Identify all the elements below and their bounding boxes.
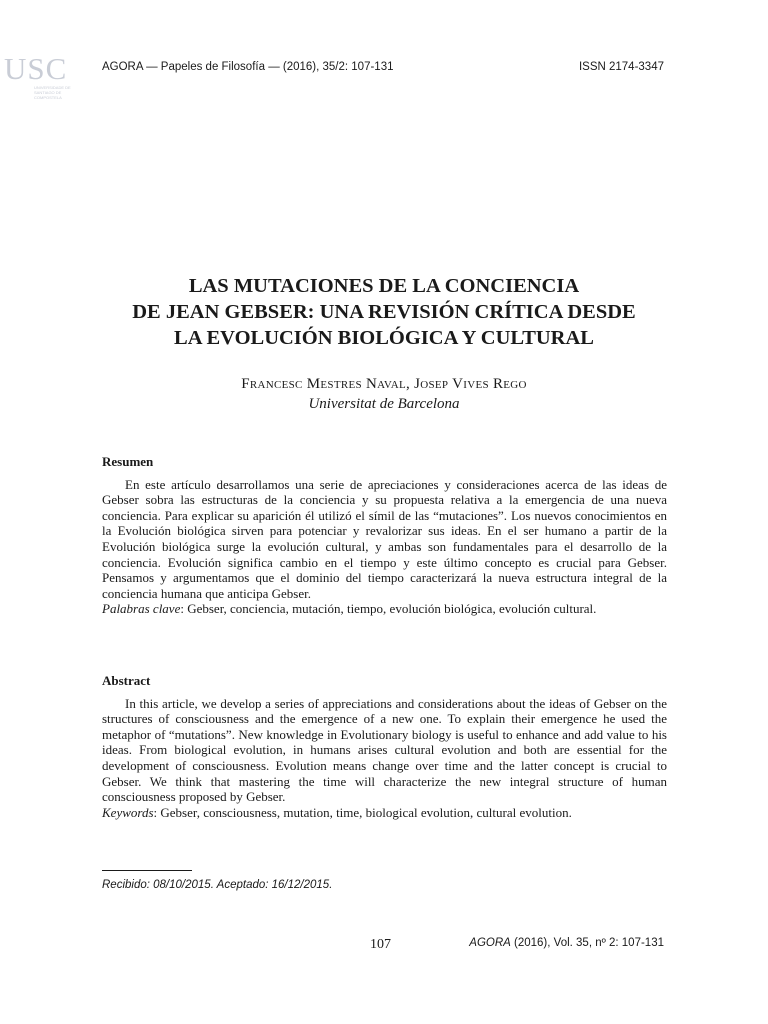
keywords-label: Palabras clave: [102, 601, 181, 617]
footnote: Recibido: 08/10/2015. Aceptado: 16/12/2015.: [102, 879, 333, 891]
keywords-text: : Gebser, consciousness, mutation, time, biological evolution, cultural evolution.: [153, 804, 572, 820]
journal-header: AGORA — Papeles de Filosofía — (2016), 35/2: 107-131: [102, 61, 394, 73]
abstract-section: [102, 673, 667, 820]
title-line: DE JEAN GEBSER: UNA REVISIÓN CRÍTICA DESDE: [132, 301, 636, 323]
usc-logo: [4, 51, 74, 100]
resumen-heading: Resumen: [102, 454, 154, 469]
affiliation: Universitat de Barcelona: [308, 396, 460, 412]
logo-subtitle: UNIVERSIDADE DE SANTIAGO DE COMPOSTELA: [34, 85, 71, 100]
footer-citation-text: (2016), Vol. 35, nº 2: 107-131: [510, 937, 664, 949]
footer-citation: [469, 937, 664, 949]
title-line: LAS MUTACIONES DE LA CONCIENCIA: [188, 275, 580, 297]
page-number: 107: [370, 937, 391, 952]
footer-journal: AGORA: [469, 937, 511, 949]
abstract-keywords: [102, 805, 667, 821]
title-line: LA EVOLUCIÓN BIOLÓGICA Y CULTURAL: [174, 327, 594, 349]
abstract-heading: Abstract: [102, 673, 151, 688]
keywords-label: Keywords: [102, 804, 154, 820]
resumen-text: En este artículo desarrollamos una serie de apreciaciones y consideraciones acerca de las ideas de Gebser sobra las estructuras de la conciencia y su propuesta relativa a la emergencia de una nueva conciencia. Para explicar su aparición él utilizó el símil de las “mutaciones”. Los nuevos conocimientos en la Evolución biológica sirven para potenciar y revalorizar sus ideas. En el ser humano a partir de la Evolución biológica surge la evolución cultural, y ambas son fundamentales para el desarrollo de la conciencia. Evolución significa cambio en el tiempo y este último concepto es crucial para Gebser. Pensamos y argumentamos que el dominio del tiempo caracterizará la nueva estructura integral de la conciencia humana que anticipa Gebser.: [102, 476, 667, 601]
logo-text: USC: [4, 51, 68, 86]
abstract-text: In this article, we develop a series of appreciations and considerations about the ideas of Gebser on the structures of consciousness and the emergence of a new one. To explain their emergence he used the metaphor of “mutations”. New knowledge in Evolutionary biology is useful to enhance and add value to his ideas. From biological evolution, in humans arises cultural evolution and both are essential for the development of consciousness. Evolution means change over time and the latter concept is crucial to Gebser. We think that mastering the time will characterize the new integral structure of human consciousness proposed by Gebser.: [102, 695, 667, 805]
resumen-section: [102, 454, 667, 617]
keywords-text: : Gebser, conciencia, mutación, tiempo, evolución biológica, evolución cultural.: [180, 601, 597, 617]
footnote-rule: [102, 870, 192, 871]
authors: Francesc Mestres Naval, Josep Vives Rego: [241, 376, 527, 392]
resumen-keywords: [102, 601, 667, 617]
issn: ISSN 2174-3347: [578, 61, 664, 73]
article-title: [80, 273, 688, 351]
